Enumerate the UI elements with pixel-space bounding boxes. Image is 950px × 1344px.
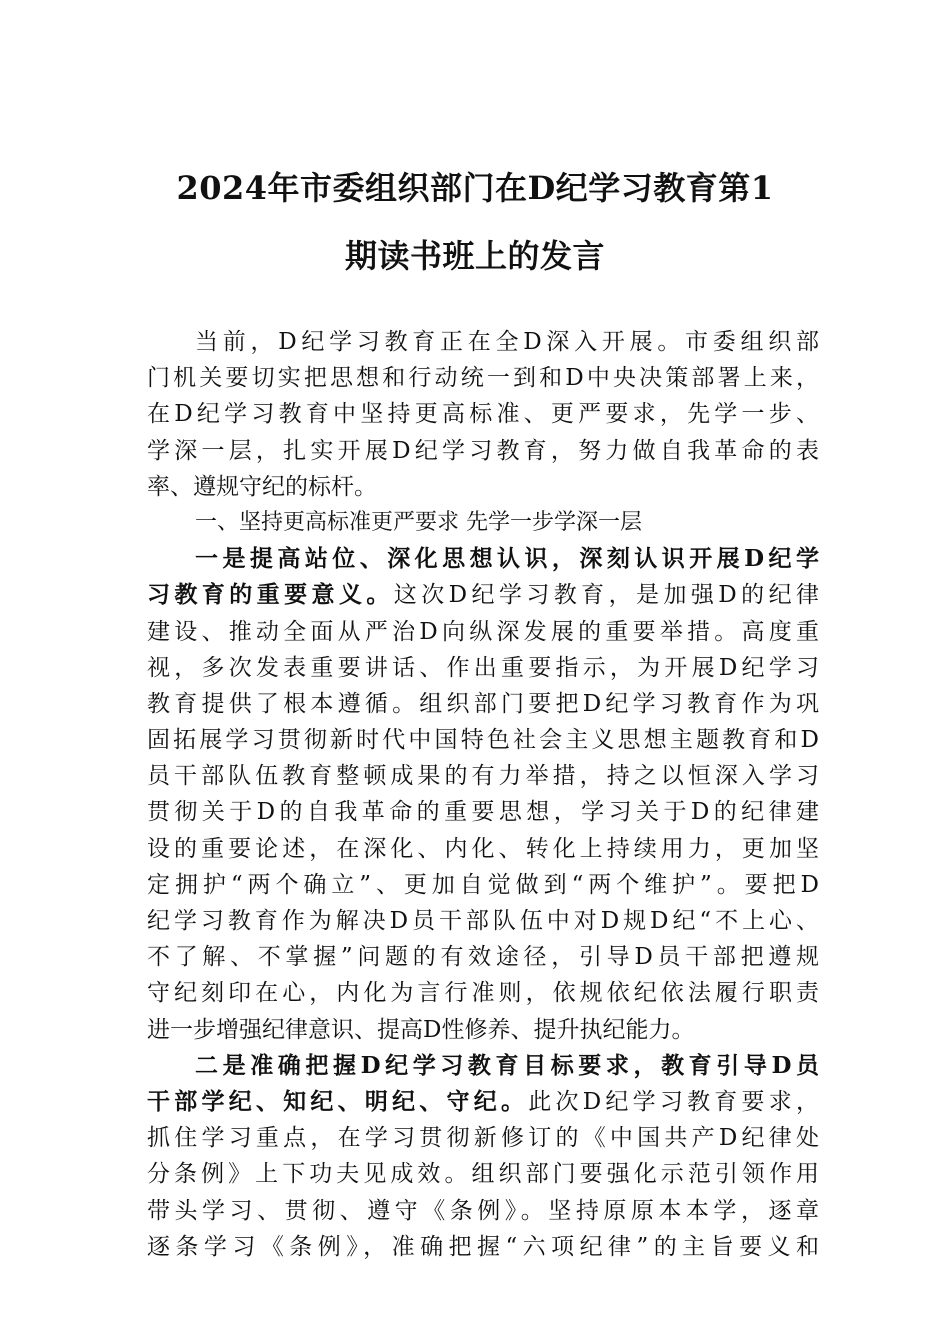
paragraph-line [147,614,819,650]
paragraph-line [147,975,819,1011]
text-run: 定拥护“两个确立”、更加自觉做到“两个维护”。要把D [147,871,819,898]
paragraph-line [147,903,819,939]
text-run: 贯彻关于D的自我革命的重要思想，学习关于D的纪律建 [147,799,819,826]
text-run: 门机关要切实把思想和行动统一到和D中央决策部署上来， [147,365,819,392]
paragraph-line [147,1120,819,1156]
text-run: 此次D纪学习教育要求， [528,1088,820,1115]
paragraph-line [147,722,819,758]
text-run: 逐条学习《条例》，准确把握“六项纪律”的主旨要义和 [147,1233,819,1260]
bold-lead-text: 一是提高站位、深化思想认识，深刻认识开展D纪学 [195,545,819,573]
paragraph-line [147,360,819,396]
text-run: 在D纪学习教育中坚持更高标准、更严要求，先学一步、 [147,401,819,428]
document-title-line-2: 期读书班上的发言 [344,237,605,275]
document-title-line-1: 2024年市委组织部门在D纪学习教育第1 [176,169,774,207]
paragraph-line [147,794,819,830]
paragraph-line [147,867,819,903]
paragraph-line [147,1084,819,1120]
bold-lead-text: 二是准确把握D纪学习教育目标要求，教育引导D员 [195,1051,819,1079]
paragraph-line [147,1048,819,1084]
text-run: 抓住学习重点，在学习贯彻新修订的《中国共产D纪律处 [147,1125,819,1152]
paragraph-line [147,469,819,505]
paragraph-line [147,1193,819,1229]
paragraph-line [147,650,819,686]
paragraph-line [147,1156,819,1192]
text-run: 教育提供了根本遵循。组织部门要把D纪学习教育作为巩 [147,690,819,717]
text-run: 带头学习、贯彻、遵守《条例》。坚持原原本本学，逐章 [147,1197,819,1224]
paragraph-line [147,433,819,469]
paragraph-line [147,324,819,360]
text-run: 员干部队伍教育整顿成果的有力举措，持之以恒深入学习 [147,763,819,790]
text-run: 守纪刻印在心，内化为言行准则，依规依纪依法履行职责 [147,980,819,1007]
text-run: 率、遵规守纪的标杆。 [147,473,377,500]
text-run: 分条例》上下功夫见成效。组织部门要强化示范引领作用 [147,1161,819,1188]
text-run: 这次D纪学习教育，是加强D的纪律 [393,582,819,609]
text-run: 视，多次发表重要讲话、作出重要指示，为开展D纪学习 [147,654,819,681]
text-run: 建设、推动全面从严治D向纵深发展的重要举措。高度重 [147,618,819,645]
text-run: 固拓展学习贯彻新时代中国特色社会主义思想主题教育和D [147,727,819,754]
text-run: 进一步增强纪律意识、提高D性修养、提升执纪能力。 [147,1016,695,1043]
text-run: 当前，D纪学习教育正在全D深入开展。市委组织部 [195,329,819,355]
text-run: 学深一层，扎实开展D纪学习教育，努力做自我革命的表 [147,437,819,464]
paragraph-line [147,939,819,975]
paragraph-line [147,758,819,794]
document-body [147,324,819,1265]
paragraph-line [147,831,819,867]
text-run: 纪学习教育作为解决D员干部队伍中对D规D纪“不上心、 [147,908,819,934]
paragraph-line [147,1229,819,1265]
heading-text: 一、坚持更高标准更严要求 先学一步学深一层 [195,509,642,535]
text-run: 设的重要论述，在深化、内化、转化上持续用力，更加坚 [147,835,819,862]
paragraph-line [147,541,819,577]
bold-lead-text: 习教育的重要意义。 [147,581,394,609]
paragraph-line [147,577,819,613]
paragraph-line [147,1012,819,1048]
bold-lead-text: 干部学纪、知纪、明纪、守纪。 [147,1087,529,1115]
section-heading [147,505,819,541]
text-run: 不了解、不掌握”问题的有效途径，引导D员干部把遵规 [147,944,819,971]
paragraph-line [147,686,819,722]
paragraph-line [147,396,819,432]
